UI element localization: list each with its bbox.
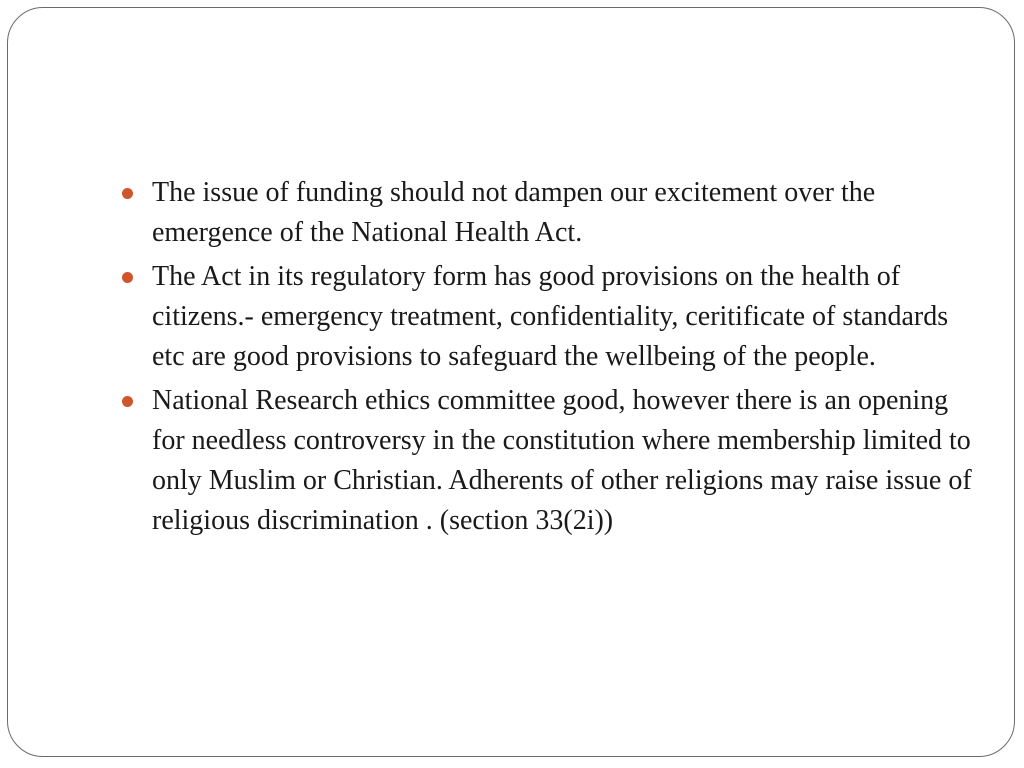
bullet-list — [116, 173, 976, 545]
bullet-item — [116, 173, 976, 253]
bullet-dot-icon — [122, 272, 133, 283]
slide-frame — [7, 7, 1015, 757]
bullet-text: The Act in its regulatory form has good provisions on the health of citizens.- emergency treatment, confidentiality, ceritificate of standards etc are good provisions to safeguard the wellbeing of the people. — [152, 261, 949, 372]
bullet-item — [116, 257, 976, 377]
bullet-item — [116, 381, 976, 541]
bullet-text: National Research ethics committee good, however there is an opening for needless controversy in the constitution where membership limited to only Muslim or Christian. Adherents of other religions may raise issue of religious discrimination . (section 33(2i)) — [152, 385, 972, 536]
bullet-dot-icon — [122, 396, 133, 407]
bullet-dot-icon — [122, 188, 133, 199]
bullet-text: The issue of funding should not dampen our excitement over the emergence of the National Health Act. — [152, 177, 876, 248]
